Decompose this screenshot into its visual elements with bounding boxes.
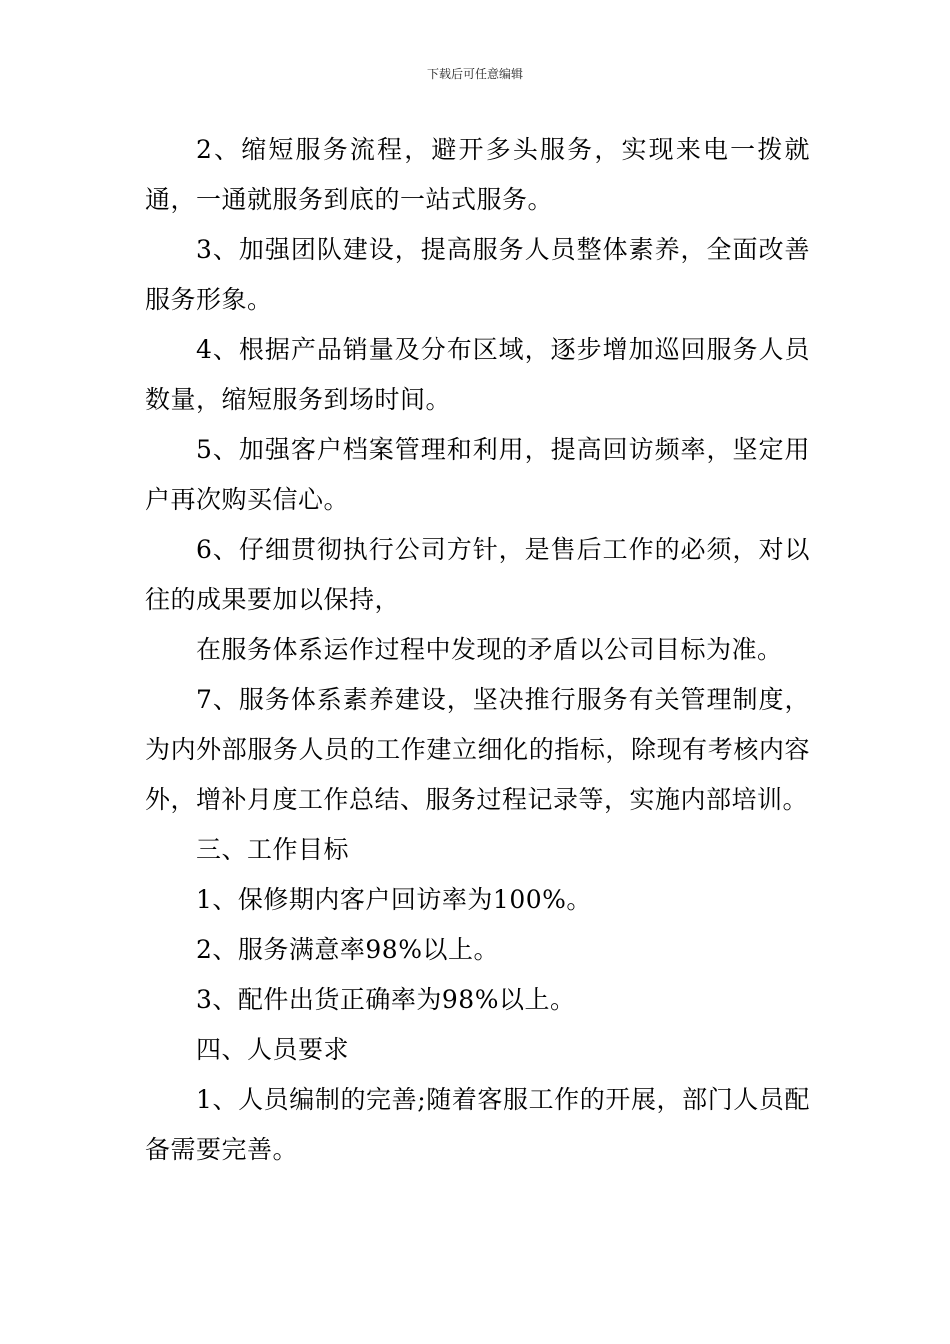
document-body xyxy=(145,125,810,1175)
paragraph-item-5: 5、加强客户档案管理和利用，提高回访频率，坚定用户再次购买信心。 xyxy=(145,435,810,514)
paragraph-item-7: 7、服务体系素养建设，坚决推行服务有关管理制度，为内外部服务人员的工作建立细化的指标，除现有考核内容外，增补月度工作总结、服务过程记录等，实施内部培训。 xyxy=(145,685,810,814)
paragraph-item-2: 2、缩短服务流程，避开多头服务，实现来电一拨就通，一通就服务到底的一站式服务。 xyxy=(145,135,810,214)
paragraph-item-6-continued: 在服务体系运作过程中发现的矛盾以公司目标为准。 xyxy=(196,635,783,664)
section-heading-staff-requirements: 四、人员要求 xyxy=(196,1035,350,1064)
paragraph-item-4: 4、根据产品销量及分布区域，逐步增加巡回服务人员数量，缩短服务到场时间。 xyxy=(145,335,810,414)
goal-item-2: 2、服务满意率98%以上。 xyxy=(196,935,499,964)
goal-item-1: 1、保修期内客户回访率为100%。 xyxy=(196,885,592,914)
paragraph-item-3: 3、加强团队建设，提高服务人员整体素养，全面改善服务形象。 xyxy=(145,235,810,314)
header-note: 下载后可任意编辑 xyxy=(426,67,523,81)
section-heading-work-goals: 三、工作目标 xyxy=(196,835,350,864)
requirement-item-1: 1、人员编制的完善;随着客服工作的开展，部门人员配备需要完善。 xyxy=(145,1085,810,1164)
paragraph-item-6: 6、仔细贯彻执行公司方针，是售后工作的必须，对以往的成果要加以保持， xyxy=(145,535,810,614)
goal-item-3: 3、配件出货正确率为98%以上。 xyxy=(196,985,576,1014)
